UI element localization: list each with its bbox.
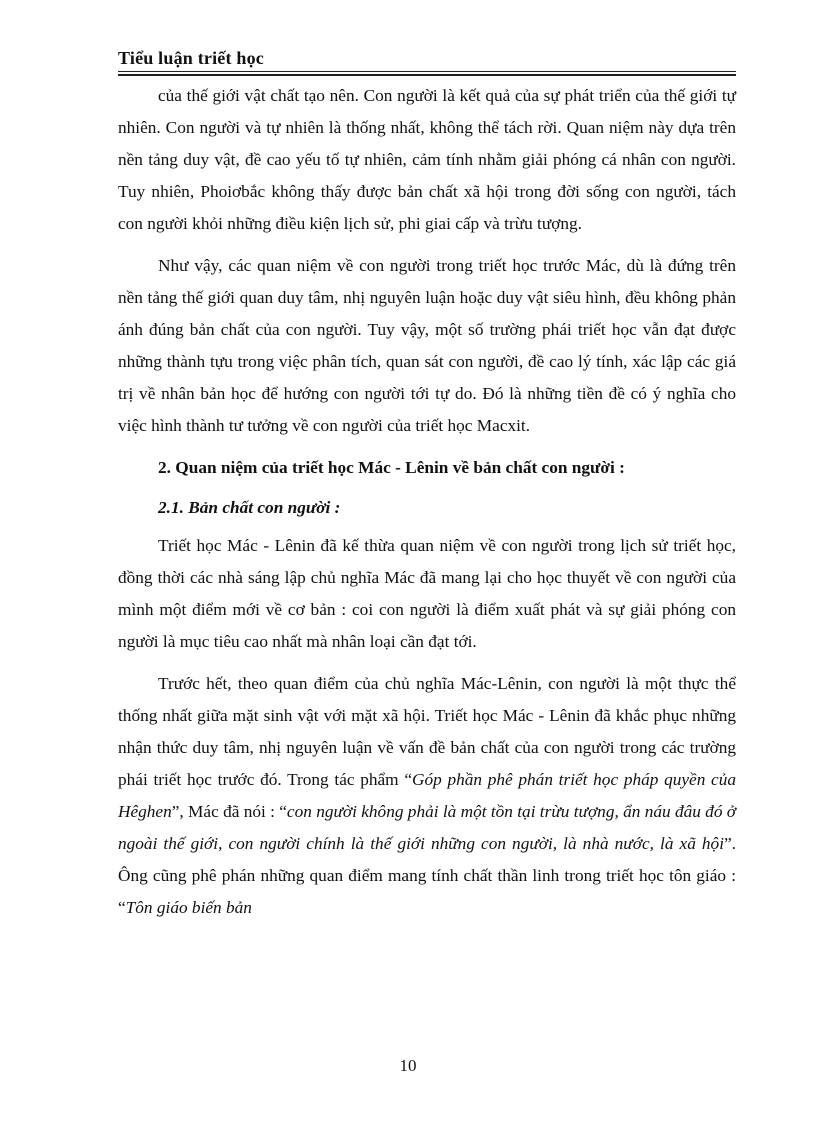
subsection-heading: 2.1. Bản chất con người :	[158, 498, 341, 517]
text-run: ”. Ông cũng phê phán những quan điểm mang tính chất thần linh trong triết học tôn giáo : “	[118, 834, 736, 917]
paragraph: Như vậy, các quan niệm về con người trong triết học trước Mác, dù là đứng trên nền tảng thế giới quan duy tâm, nhị nguyên luận hoặc duy vật siêu hình, đều không phản ánh đúng bản chất của con người. Tuy vậy, một số trường phái triết học vẫn đạt được những thành tựu trong việc phân tích, quan sát con người, đề cao lý tính, xác lập các giá trị về nhân bản học để hướng con người tới tự do. Đó là những tiền đề có ý nghĩa cho việc hình thành tư tưởng về con người của triết học Macxit.	[118, 256, 736, 435]
italic-run: Góp phần phê phán triết học pháp quyền của Hêghen	[118, 770, 736, 821]
running-header: Tiểu luận triết học	[118, 48, 264, 68]
paragraph: Triết học Mác - Lênin đã kế thừa quan niệm về con người trong lịch sử triết học, đồng thời các nhà sáng lập chủ nghĩa Mác đã mang lại cho học thuyết về con người của mình một điểm mới về cơ bản : coi con người là điểm xuất phát và sự giải phóng con người là mục tiêu cao nhất mà nhân loại cần đạt tới.	[118, 536, 736, 651]
section-heading: 2. Quan niệm của triết học Mác - Lênin về bản chất con người :	[158, 458, 625, 477]
header-rule-thin	[118, 71, 736, 72]
italic-run: con người không phải là một tồn tại trừu tượng, ẩn náu đâu đó ở ngoài thế giới, con người chính là thế giới những con người, là nhà nước, là xã hội	[118, 802, 737, 853]
paragraph	[118, 668, 736, 924]
paragraph: của thế giới vật chất tạo nên. Con người là kết quả của sự phát triển của thế giới tự nhiên. Con người và tự nhiên là thống nhất, không thể tách rời. Quan niệm này dựa trên nền tảng duy vật, đề cao yếu tố tự nhiên, cảm tính nhằm giải phóng cá nhân con người. Tuy nhiên, Phoiơbắc không thấy được bản chất xã hội trong đời sống con người, tách con người khỏi những điều kiện lịch sử, phi giai cấp và trừu tượng.	[118, 86, 736, 233]
text-run: ”, Mác đã nói : “	[171, 802, 287, 821]
header-rule-thick	[118, 74, 736, 76]
page-number: 10	[399, 1056, 417, 1075]
text-run: Trước hết, theo quan điểm của chủ nghĩa Mác-Lênin, con người là một thực thể thống nhất giữa mặt sinh vật với mặt xã hội. Triết học Mác - Lênin đã khắc phục những nhận thức duy tâm, nhị nguyên luận về vấn đề bản chất của con người trong các trường phái triết học trước đó. Trong tác phẩm “	[118, 674, 736, 789]
document-body	[118, 80, 736, 934]
italic-run: Tôn giáo biến bản	[125, 898, 252, 917]
